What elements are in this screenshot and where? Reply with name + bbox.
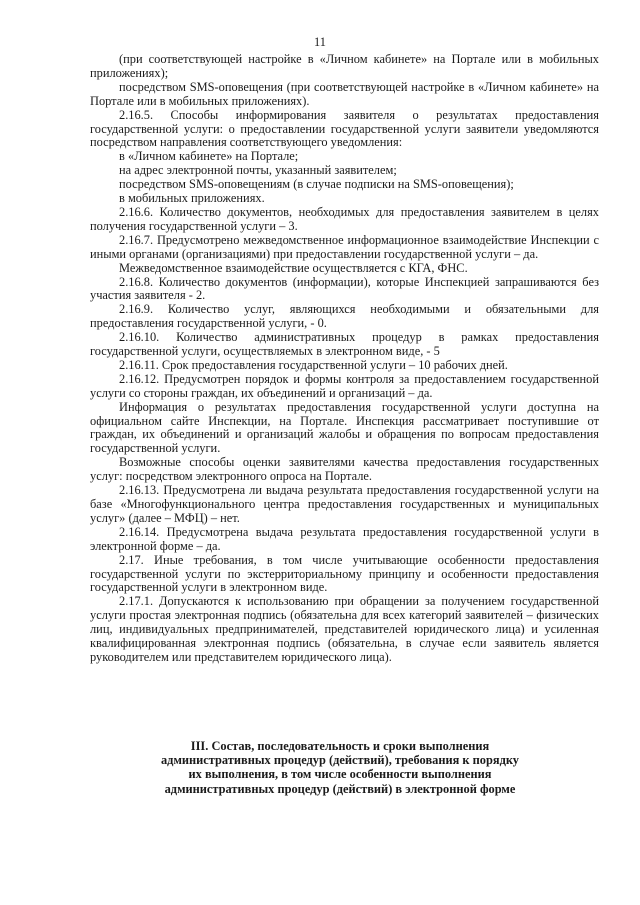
paragraph: 2.17. Иные требования, в том числе учитывающие особенности предоставления государственной услуги по экстерриториальному принципу и особенности предоставления государственной услуги в электронном виде. (90, 552, 599, 595)
paragraph: 2.16.14. Предусмотрена выдача результата предоставления государственной услуги в электронной форме – да. (90, 524, 599, 553)
paragraph: 2.16.10. Количество административных процедур в рамках предоставления государственной услуги, осуществляемых в электронном виде, - 5 (90, 330, 599, 359)
paragraph: посредством SMS-оповещения (при соответствующей настройке в «Личном кабинете» на Портале или в мобильных приложениях). (90, 79, 599, 108)
paragraph: Возможные способы оценки заявителями качества предоставления государственных услуг: посредством электронного опроса на Портале. (90, 455, 599, 484)
paragraph: 2.16.7. Предусмотрено межведомственное информационное взаимодействие Инспекции с иными органами (организациями) при предоставлении государственной услуги – да. (90, 232, 599, 261)
paragraph: Информация о результатах предоставления государственной услуги доступна на официальном сайте Инспекции, на Портале. Инспекция рассматривает поступившие от граждан, их объединений и организаций жалобы и обращения по вопросам предоставления государственной услуги. (90, 399, 599, 456)
paragraph: на адрес электронной почты, указанный заявителем; (119, 163, 397, 178)
section-heading (120, 739, 560, 796)
paragraph: 2.16.8. Количество документов (информации), которые Инспекцией запрашиваются без участия заявителя - 2. (90, 274, 599, 303)
section-heading-line: административных процедур (действий), требования к порядку (160, 753, 519, 768)
paragraph: в «Личном кабинете» на Портале; (119, 149, 299, 164)
paragraph: 2.17.1. Допускаются к использованию при обращении за получением государственной услуги простая электронная подпись (обязательна для всех категорий заявителей – физических лиц, индивидуальных предпринимателей, представителей юридического лица) и усиленная квалифицированная электронная подпись (обязательна, в случае если заявитель является руководителем или представителем юридического лица). (90, 594, 599, 664)
paragraph: 2.16.13. Предусмотрена ли выдача результата предоставления государственной услуги на базе «Многофункционального центра предоставления государственных и муниципальных услуг» (далее – МФЦ) – нет. (90, 483, 599, 525)
paragraph: 2.16.5. Способы информирования заявителя о результатах предоставления государственной услуги: о предоставлении государственной услуги заявители уведомляются посредством направления соответствующего уведомления: (90, 107, 599, 150)
paragraph: в мобильных приложениях. (119, 191, 265, 206)
document-body (90, 53, 599, 665)
section-heading-line: их выполнения, в том числе особенности выполнения (188, 767, 492, 782)
paragraph: 2.16.11. Срок предоставления государственной услуги – 10 рабочих дней. (119, 357, 508, 372)
paragraph: посредством SMS-оповещениям (в случае подписки на SMS-оповещения); (119, 177, 514, 192)
page-number: 11 (314, 35, 326, 49)
paragraph: Межведомственное взаимодействие осуществляется с КГА, ФНС. (119, 260, 468, 275)
paragraph: 2.16.6. Количество документов, необходимых для предоставления заявителем в целях получения государственной услуги – 3. (90, 204, 599, 233)
paragraph: 2.16.12. Предусмотрен порядок и формы контроля за предоставлением государственной услуги со стороны граждан, их объединений и организаций – да. (90, 371, 599, 400)
section-heading-line: III. Состав, последовательность и сроки выполнения (190, 739, 490, 753)
paragraph: (при соответствующей настройке в «Личном кабинете» на Портале или в мобильных приложениях); (90, 52, 599, 80)
section-heading-line: административных процедур (действий) в электронной форме (164, 781, 516, 796)
paragraph: 2.16.9. Количество услуг, являющихся необходимыми и обязательными для предоставления государственной услуги, - 0. (90, 302, 599, 331)
